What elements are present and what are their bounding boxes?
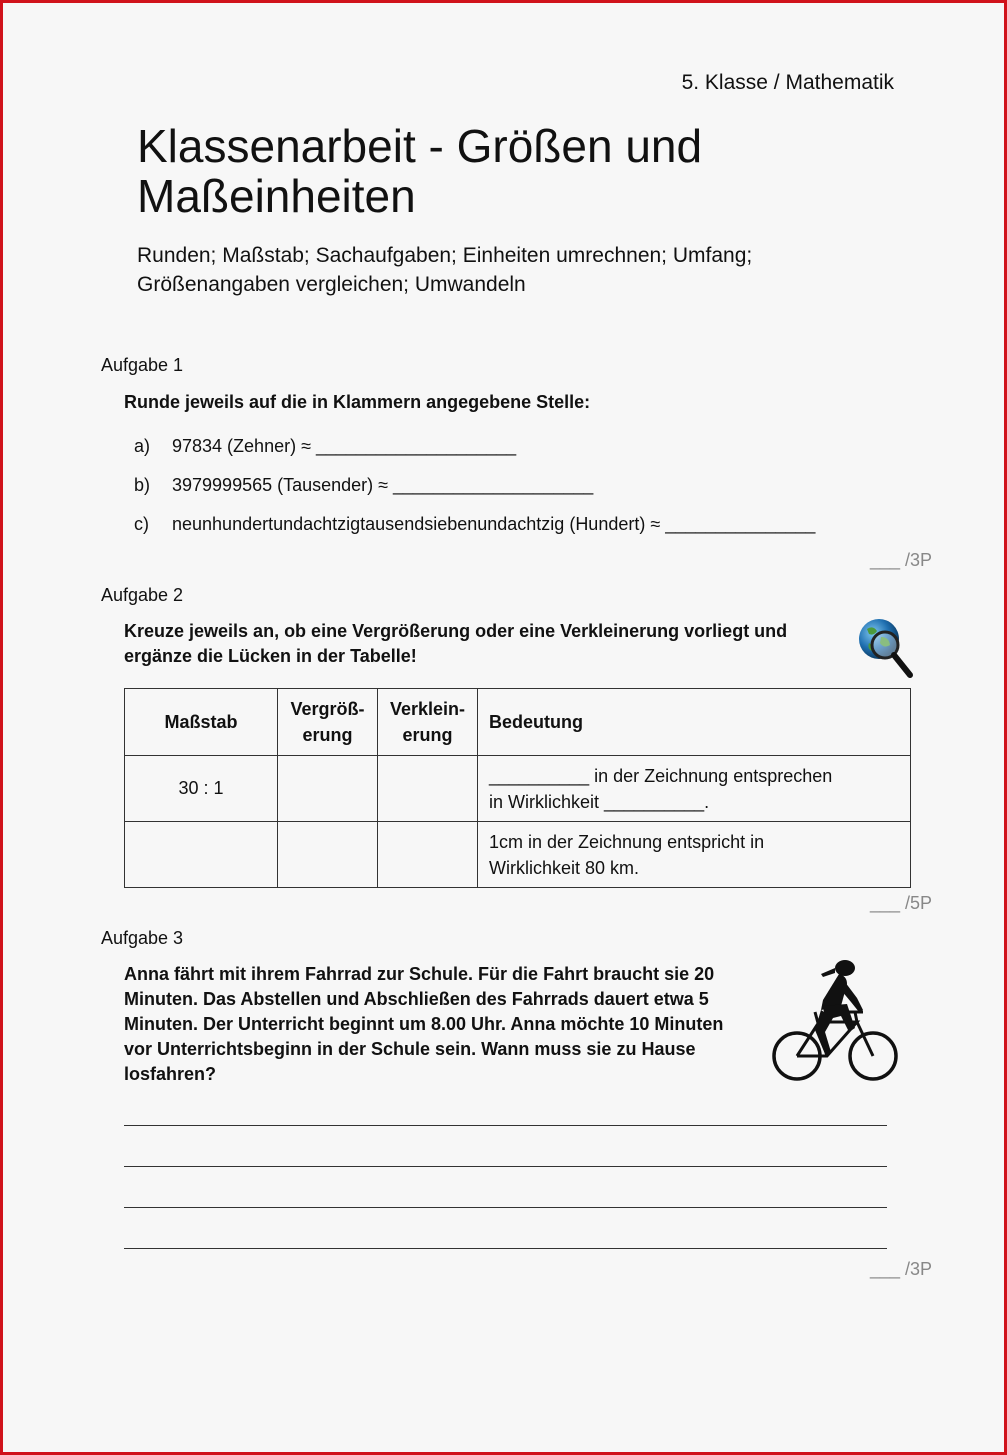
table-row xyxy=(125,756,911,822)
item-text: neunhundertundachtzigtausendsiebenundachtzig (Hundert) ≈ _______________ xyxy=(172,514,816,534)
answer-line[interactable] xyxy=(124,1207,887,1208)
header-scale: Maßstab xyxy=(125,689,278,756)
task3-instruction: Anna fährt mit ihrem Fahrrad zur Schule. Für die Fahrt braucht sie 20 Minuten. Das Abstellen und Abschließen des Fahrrads dauert etwa 5 Minuten. Der Unterricht beginnt um 8.00 Uhr. Anna möchte 10 Minuten vor Unterrichtsbeginn in der Schule sein. Wann muss sie zu Hause losfahren? xyxy=(124,964,724,1084)
header-reduction: Verklein- erung xyxy=(378,689,478,756)
cell-meaning: 1cm in der Zeichnung entspricht in Wirklichkeit 80 km. xyxy=(478,822,911,888)
item-letter: a) xyxy=(134,436,151,456)
task3-points: ___ /3P xyxy=(869,1259,932,1279)
task2-instruction: Kreuze jeweils an, ob eine Vergrößerung oder eine Verkleinerung vorliegt und ergänze die Lücken in der Tabelle! xyxy=(124,621,788,666)
item-text: 97834 (Zehner) ≈ ____________________ xyxy=(172,436,517,456)
cyclist-icon xyxy=(769,958,903,1088)
task1-item-c xyxy=(134,514,815,535)
class-label: 5. Klasse / Mathematik xyxy=(681,71,894,94)
cell-enlargement-checkbox[interactable] xyxy=(278,822,378,888)
answer-line[interactable] xyxy=(124,1248,887,1249)
task1-instruction: Runde jeweils auf die in Klammern angegebene Stelle: xyxy=(124,392,591,412)
task1-item-b xyxy=(134,475,593,496)
cell-enlargement-checkbox[interactable] xyxy=(278,756,378,822)
task1-item-a xyxy=(134,436,516,457)
cell-reduction-checkbox[interactable] xyxy=(378,822,478,888)
answer-line[interactable] xyxy=(124,1166,887,1167)
page-subtitle: Runden; Maßstab; Sachaufgaben; Einheiten umrechnen; Umfang; Größenangaben vergleichen; Umwandeln xyxy=(137,244,753,296)
cell-meaning: __________ in der Zeichnung entsprechen in Wirklichkeit __________. xyxy=(478,756,911,822)
scale-table xyxy=(124,688,911,888)
item-letter: c) xyxy=(134,514,149,534)
page-title: Klassenarbeit - Größen und Maßeinheiten xyxy=(137,120,703,222)
item-text: 3979999565 (Tausender) ≈ ____________________ xyxy=(172,475,594,495)
task3-label: Aufgabe 3 xyxy=(101,928,184,948)
answer-line[interactable] xyxy=(124,1125,887,1126)
task2-points: ___ /5P xyxy=(869,893,932,913)
task1-label: Aufgabe 1 xyxy=(101,355,184,375)
table-header-row xyxy=(125,689,911,756)
header-enlargement: Vergröß- erung xyxy=(278,689,378,756)
task2-label: Aufgabe 2 xyxy=(101,585,184,605)
cell-scale: 30 : 1 xyxy=(125,756,278,822)
magnifier-globe-icon xyxy=(855,615,917,681)
header-meaning: Bedeutung xyxy=(478,689,911,756)
cell-reduction-checkbox[interactable] xyxy=(378,756,478,822)
task1-points: ___ /3P xyxy=(869,550,932,570)
item-letter: b) xyxy=(134,475,151,495)
table-row xyxy=(125,822,911,888)
cell-scale[interactable] xyxy=(125,822,278,888)
